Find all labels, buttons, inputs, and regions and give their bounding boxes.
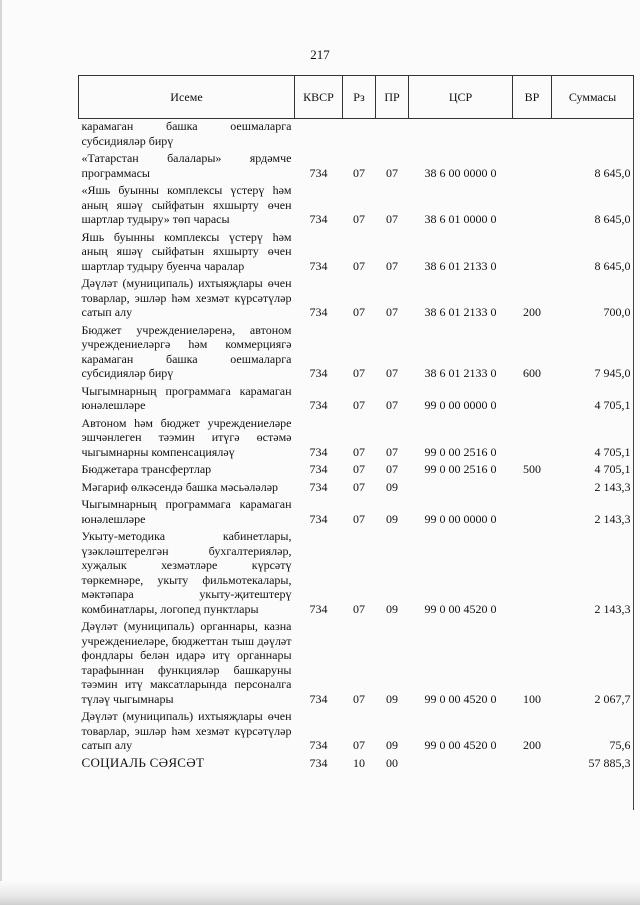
cell-vr: [513, 755, 552, 773]
cell-pr: 07: [386, 444, 398, 459]
cell-pr: 09: [386, 479, 398, 494]
cell-vr: [513, 383, 552, 415]
cell-sum: 700,0: [603, 305, 631, 319]
cell-kvsr: 734: [309, 165, 328, 180]
cell-kvsr: [295, 119, 343, 151]
table-row: [79, 182, 634, 229]
cell-vr: 200: [523, 738, 541, 752]
cell-csr: [409, 119, 513, 151]
cell-kvsr: 734: [309, 258, 328, 273]
cell-pr: 09: [386, 601, 398, 616]
cell-vr: 500: [523, 462, 541, 476]
table-row: [79, 275, 634, 322]
cell-vr: [513, 479, 552, 497]
table-right-border: [633, 118, 634, 810]
cell-csr: 38 6 01 0000 0: [424, 212, 497, 226]
cell-name: карамаган башка оешмаларга субсидияләр бирү: [81, 119, 292, 148]
cell-vr: [513, 182, 552, 229]
cell-vr: [513, 528, 552, 618]
cell-name: Мәгариф өлкәсендә башка мәсьәләләр: [81, 479, 279, 494]
table-row: [79, 229, 634, 276]
table-row: [79, 322, 634, 383]
cell-name: «Яшь буынны комплексы үстерү һәм аның яшәү сыйфатын яхшырту өчен шартлар тудыру» төп чарасы: [81, 183, 292, 226]
cell-name: Дәүләт (муниципаль) органнары, казна учреждениеләре, бюджеттан тыш дәүләт фондлары белән идарә итү органнары тарафыннан функцияләр башкаруны тәэмин итү максатларында персоналга түләү чыгымнары: [81, 619, 292, 706]
cell-sum: 2 143,3: [594, 479, 631, 494]
scan-edge: [0, 0, 2, 905]
cell-name: Автоном һәм бюджет учреждениеләре эшчәнлеген тәэмин итүгә өстәмә чыгымнарны компенсацияләү: [81, 415, 292, 459]
table-row: [79, 708, 634, 755]
header-csr: ЦСР: [409, 76, 513, 119]
cell-pr: 07: [386, 165, 398, 180]
cell-vr: [513, 229, 552, 276]
cell-sum: 4 705,1: [594, 398, 631, 412]
cell-rz: [343, 119, 376, 151]
cell-pr: 09: [386, 738, 398, 752]
table-row: [79, 415, 634, 462]
cell-pr: [376, 119, 409, 151]
cell-vr: [513, 415, 552, 462]
cell-name: Чыгымнарның программага карамаган юнәлешләре: [81, 383, 292, 412]
cell-sum: 57 885,3: [588, 755, 631, 770]
cell-sum: 8 645,0: [594, 212, 631, 226]
table-row: [79, 461, 634, 479]
cell-kvsr: 734: [309, 462, 328, 476]
cell-rz: 07: [353, 366, 365, 380]
cell-csr: 99 0 00 4520 0: [424, 738, 497, 752]
scan-bottom-shadow: [0, 881, 640, 905]
cell-rz: 07: [353, 601, 365, 616]
cell-name: Яшь буынны комплексы үстерү һәм аның яшәү сыйфатын яхшырту өчен шартлар тудыру буенча чаралар: [81, 229, 292, 273]
cell-pr: 07: [386, 258, 398, 273]
cell-vr: [513, 496, 552, 528]
cell-kvsr: 734: [309, 366, 328, 380]
cell-pr: 07: [386, 462, 398, 476]
cell-sum: 2 143,3: [594, 511, 631, 526]
cell-kvsr: 734: [309, 691, 328, 706]
cell-sum: 2 067,7: [594, 691, 631, 706]
cell-rz: 07: [353, 462, 365, 476]
header-rz: Рз: [343, 76, 376, 119]
cell-csr: 99 0 00 0000 0: [424, 511, 497, 526]
cell-name: Бюджетара трансфертлар: [81, 462, 212, 476]
cell-sum: 7 945,0: [594, 366, 631, 380]
cell-name: СОЦИАЛЬ СӘЯСӘТ: [81, 754, 205, 770]
cell-pr: 09: [386, 691, 398, 706]
cell-rz: 07: [353, 691, 365, 706]
header-sum: Суммасы: [552, 76, 634, 119]
cell-kvsr: 734: [309, 398, 328, 412]
cell-csr: 38 6 01 2133 0: [424, 366, 497, 380]
cell-pr: 00: [386, 755, 398, 770]
cell-sum: 8 645,0: [594, 258, 631, 273]
cell-sum: 75,6: [609, 738, 631, 752]
cell-csr: 99 0 00 4520 0: [424, 601, 497, 616]
cell-vr: 200: [523, 305, 541, 319]
cell-rz: 07: [353, 479, 365, 494]
cell-sum: 4 705,1: [594, 444, 631, 459]
cell-kvsr: 734: [309, 212, 328, 226]
cell-rz: 07: [353, 305, 365, 319]
cell-kvsr: 734: [309, 511, 328, 526]
cell-rz: 07: [353, 258, 365, 273]
cell-vr: [513, 119, 552, 151]
cell-name: Дәүләт (муниципаль) ихтыяҗлары өчен товарлар, эшләр һәм хезмәт күрсәтүләр сатып алу: [81, 709, 292, 752]
cell-rz: 07: [353, 738, 365, 752]
cell-rz: 07: [353, 398, 365, 412]
cell-vr: [513, 150, 552, 182]
header-kvsr: КВСР: [295, 76, 343, 119]
header-pr: ПР: [376, 76, 409, 119]
cell-csr: 99 0 00 2516 0: [424, 444, 497, 459]
table-row: [79, 479, 634, 497]
cell-kvsr: 734: [309, 479, 328, 494]
cell-name: Укыту-методика кабинетлары, үзәкләштерелгән бухгалтерияләр, хуҗалык хезмәтләре күрсәтү төркемнәре, укыту фильмотекалары, мәктәпара укыту-җитештерү комбинатлары, логопед пунктлары: [81, 529, 292, 616]
cell-csr: 99 0 00 0000 0: [424, 398, 497, 412]
header-vr: ВР: [513, 76, 552, 119]
cell-sum: 8 645,0: [594, 165, 631, 180]
cell-rz: 07: [353, 444, 365, 459]
cell-rz: 07: [353, 165, 365, 180]
cell-name: Дәүләт (муниципаль) ихтыяҗлары өчен товарлар, эшләр һәм хезмәт күрсәтүләр сатып алу: [81, 276, 292, 319]
cell-rz: 10: [353, 755, 365, 770]
table-header-row: [79, 76, 634, 119]
table-row: [79, 150, 634, 182]
page-number: 217: [310, 47, 330, 62]
cell-csr: 38 6 00 0000 0: [424, 165, 497, 180]
table-row: [79, 119, 634, 151]
cell-sum: 2 143,3: [594, 601, 631, 616]
cell-kvsr: 734: [309, 738, 328, 752]
cell-csr: 38 6 01 2133 0: [424, 305, 497, 319]
cell-sum: 4 705,1: [594, 462, 631, 476]
cell-rz: 07: [353, 212, 365, 226]
cell-name: Бюджет учреждениеләренә, автоном учреждениеләргә һәм коммерциягә карамаган башка оешмаларга субсидияләр бирү: [81, 322, 292, 380]
cell-pr: 07: [386, 212, 398, 226]
cell-kvsr: 734: [309, 601, 328, 616]
cell-kvsr: 734: [309, 755, 328, 770]
cell-name: «Татарстан балалары» ярдәмче программасы: [81, 151, 292, 180]
table-row: [79, 755, 634, 773]
cell-vr: 600: [523, 366, 541, 380]
cell-pr: 07: [386, 398, 398, 412]
cell-sum: [552, 119, 634, 151]
cell-csr: 99 0 00 2516 0: [424, 462, 497, 476]
cell-pr: 07: [386, 305, 398, 319]
header-name: Исеме: [79, 76, 295, 119]
cell-csr: [409, 755, 513, 773]
cell-pr: 07: [386, 366, 398, 380]
cell-name: Чыгымнарның программага карамаган юнәлешләре: [81, 497, 292, 526]
cell-pr: 09: [386, 511, 398, 526]
cell-kvsr: 734: [309, 444, 328, 459]
cell-rz: 07: [353, 511, 365, 526]
cell-csr: 99 0 00 4520 0: [424, 691, 497, 706]
table-row: [79, 618, 634, 708]
budget-table: [78, 75, 634, 772]
table-row: [79, 496, 634, 528]
cell-csr: [409, 479, 513, 497]
cell-vr: 100: [523, 691, 541, 706]
table-row: [79, 528, 634, 618]
table-row: [79, 383, 634, 415]
cell-csr: 38 6 01 2133 0: [424, 258, 497, 273]
cell-kvsr: 734: [309, 305, 328, 319]
